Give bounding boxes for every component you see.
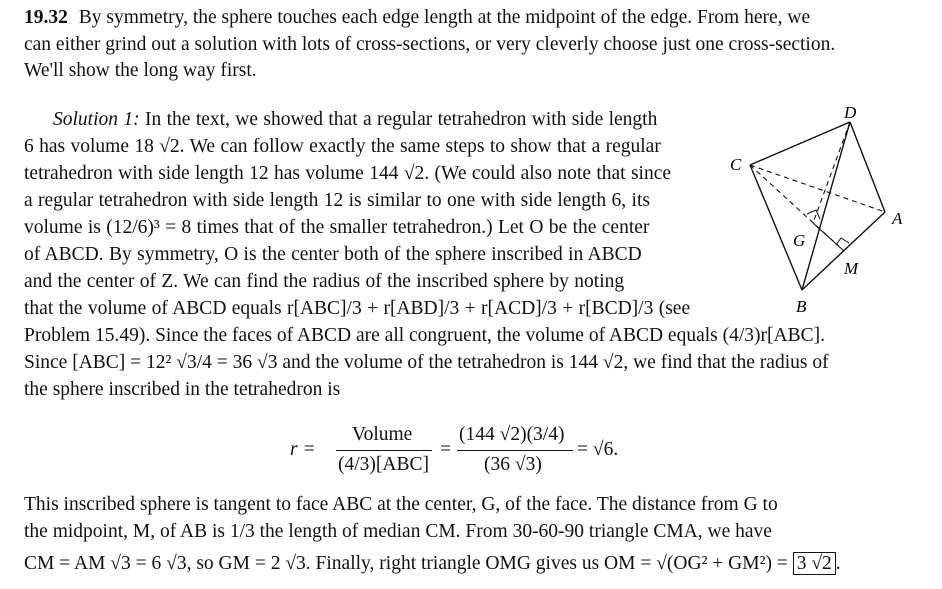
solution-line-11: the sphere inscribed in the tetrahedron is <box>24 379 341 400</box>
fraction-2-denominator: (36 √3) <box>484 454 542 475</box>
solution-line-2: 6 has volume 18 √2. We can follow exactly the same steps to show that a regular <box>24 136 661 157</box>
solution-line-1-text: In the text, we showed that a regular tetrahedron with side length <box>145 109 658 130</box>
solution-line-1 <box>53 108 657 132</box>
label-m: M <box>844 259 859 278</box>
fraction-1-bar <box>336 450 432 451</box>
closing-line-3 <box>24 552 841 576</box>
solution-line-4: a regular tetrahedron with side length 12 is similar to one with side length 6, its <box>24 190 650 211</box>
closing-line-3-text: CM = AM √3 = 6 √3, so GM = 2 √3. Finally, right triangle OMG gives us OM = √(OG² + GM²) = <box>24 553 788 574</box>
label-g: G <box>793 231 806 250</box>
solution-line-9: Problem 15.49). Since the faces of ABCD are all congruent, the volume of ABCD equals (4/3)r[ABC]. <box>24 325 825 346</box>
intro-line-3: We'll show the long way first. <box>24 60 257 81</box>
edge-cb <box>750 165 802 290</box>
edge-dc <box>750 122 850 165</box>
right-angle-g <box>807 210 820 219</box>
tetrahedron-figure <box>720 100 920 320</box>
edge-da <box>850 122 885 212</box>
closing-line-1: This inscribed sphere is tangent to face ABC at the center, G, of the face. The distance from G to <box>24 494 778 515</box>
altitude-dg <box>813 122 850 223</box>
label-a: A <box>892 209 903 228</box>
fraction-2-numerator: (144 √2)(3/4) <box>459 424 565 445</box>
closing-period: . <box>835 553 841 574</box>
solution-line-5: volume is (12/6)³ = 8 times that of the smaller tetrahedron.) Let O be the center <box>24 217 650 238</box>
intro-text-1: By symmetry, the sphere touches each edge length at the midpoint of the edge. From here, we <box>78 7 811 28</box>
radius-formula <box>0 422 942 482</box>
intro-line-1 <box>24 6 810 30</box>
solution-line-10: Since [ABC] = 12² √3/4 = 36 √3 and the volume of the tetrahedron is 144 √2, we find that the radius of <box>24 352 829 373</box>
intro-line-2: can either grind out a solution with lots of cross-sections, or very cleverly choose just one cross-section. <box>24 34 836 55</box>
fraction-1-denominator: (4/3)[ABC] <box>338 454 429 475</box>
solution-label: Solution 1: <box>53 109 140 130</box>
formula-equals: = <box>440 439 451 460</box>
right-angle-m <box>836 238 849 245</box>
edge-ca-hidden <box>750 165 885 212</box>
fraction-1-numerator: Volume <box>352 424 413 445</box>
formula-result: = √6. <box>577 439 619 460</box>
solution-line-7: and the center of Z. We can find the radius of the inscribed sphere by noting <box>24 271 625 292</box>
solution-line-8: that the volume of ABCD equals r[ABC]/3 + r[ABD]/3 + r[ACD]/3 + r[BCD]/3 (see <box>24 298 691 319</box>
label-b: B <box>796 297 807 316</box>
solution-line-6: of ABCD. By symmetry, O is the center both of the sphere inscribed in ABCD <box>24 244 642 265</box>
label-c: C <box>730 155 742 174</box>
solution-line-3: tetrahedron with side length 12 has volume 144 √2. (We could also note that since <box>24 163 672 184</box>
problem-number: 19.32 <box>24 7 68 28</box>
edge-db <box>802 122 850 290</box>
closing-line-2: the midpoint, M, of AB is 1/3 the length of median CM. From 30-60-90 triangle CMA, we have <box>24 521 772 542</box>
formula-lhs: r = <box>290 439 316 460</box>
label-d: D <box>844 103 857 122</box>
final-answer-box: 3 √2 <box>793 552 836 575</box>
fraction-2-bar <box>457 450 573 451</box>
